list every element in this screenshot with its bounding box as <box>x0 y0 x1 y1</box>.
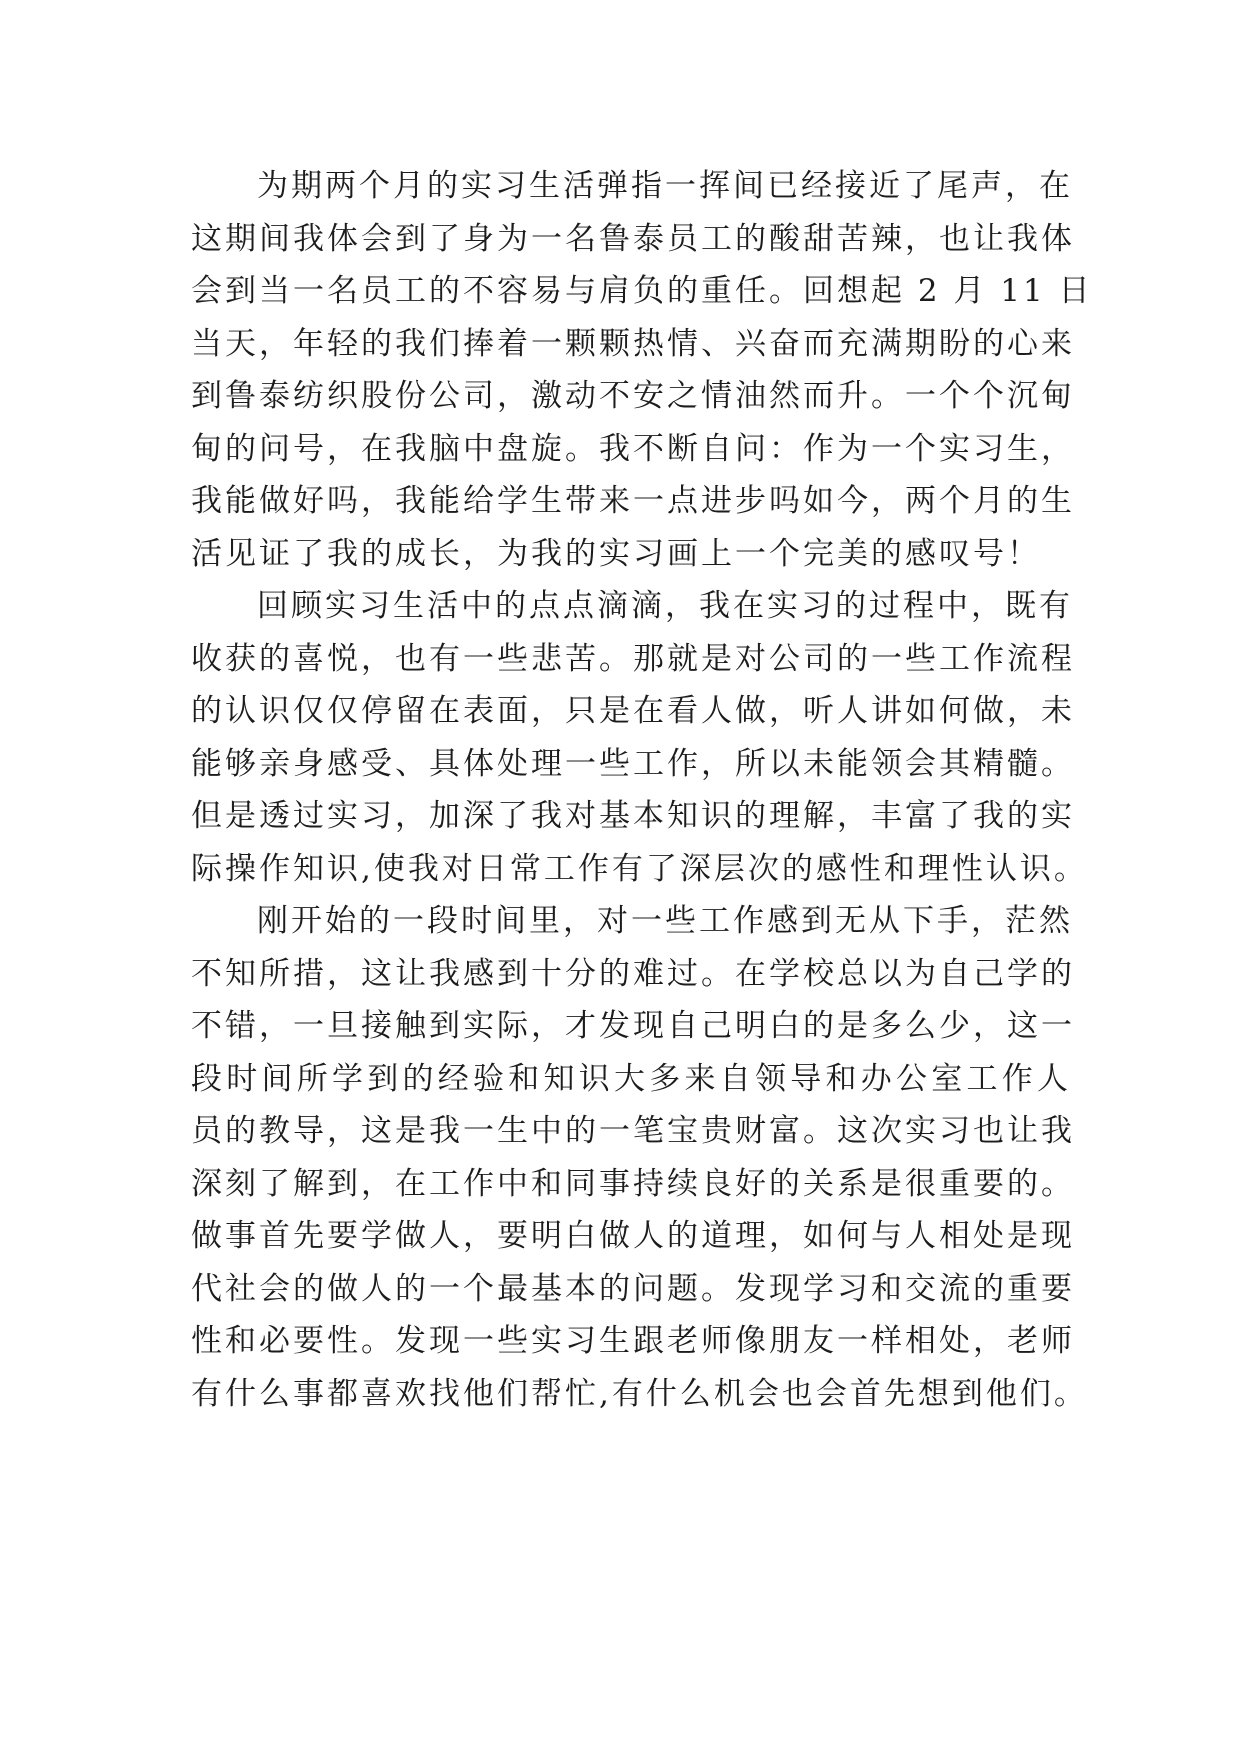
text-line: 到鲁泰纺织股份公司，激动不安之情油然而升。一个个沉甸 <box>191 378 1075 414</box>
text-line: 活见证了我的成长，为我的实习画上一个完美的感叹号！ <box>191 535 1041 572</box>
text-line: 做事首先要学做人，要明白做人的道理，如何与人相处是现 <box>191 1218 1075 1254</box>
text-line: 有什么事都喜欢找他们帮忙,有什么机会也会首先想到他们。 <box>191 1375 1088 1412</box>
text-line: 不知所措，这让我感到十分的难过。在学校总以为自己学的 <box>191 955 1075 992</box>
body-text <box>191 160 1093 1420</box>
text-line: 段时间所学到的经验和知识大多来自领导和办公室工作人 <box>191 1060 1071 1097</box>
text-line: 会到当一名员工的不容易与肩负的重任。回想起 2 月 11 日 <box>191 273 1093 309</box>
paragraph-2 <box>191 580 1088 895</box>
text-line: 性和必要性。发现一些实习生跟老师像朋友一样相处，老师 <box>191 1323 1075 1359</box>
text-line: 但是透过实习，加深了我对基本知识的理解，丰富了我的实 <box>191 798 1075 834</box>
text-line: 刚开始的一段时间里，对一些工作感到无从下手，茫然 <box>257 903 1073 939</box>
text-line: 为期两个月的实习生活弹指一挥间已经接近了尾声，在 <box>257 168 1073 204</box>
text-line: 不错，一旦接触到实际，才发现自己明白的是多么少，这一 <box>191 1008 1075 1044</box>
text-line: 际操作知识,使我对日常工作有了深层次的感性和理性认识。 <box>191 850 1088 887</box>
text-line: 员的教导，这是我一生中的一笔宝贵财富。这次实习也让我 <box>191 1113 1075 1149</box>
text-line: 能够亲身感受、具体处理一些工作，所以未能领会其精髓。 <box>191 745 1075 782</box>
text-line: 的认识仅仅停留在表面，只是在看人做，听人讲如何做，未 <box>191 693 1075 729</box>
text-line: 甸的问号，在我脑中盘旋。我不断自问：作为一个实习生， <box>191 430 1075 467</box>
text-line: 我能做好吗，我能给学生带来一点进步吗如今，两个月的生 <box>191 483 1075 519</box>
paragraph-1 <box>191 160 1093 580</box>
text-line: 当天，年轻的我们捧着一颗颗热情、兴奋而充满期盼的心来 <box>191 325 1075 362</box>
text-line: 代社会的做人的一个最基本的问题。发现学习和交流的重要 <box>191 1270 1075 1307</box>
paragraph-3 <box>191 895 1088 1420</box>
text-line: 深刻了解到，在工作中和同事持续良好的关系是很重要的。 <box>191 1165 1075 1202</box>
text-line: 收获的喜悦，也有一些悲苦。那就是对公司的一些工作流程 <box>191 640 1075 677</box>
text-line: 回顾实习生活中的点点滴滴，我在实习的过程中，既有 <box>257 588 1073 624</box>
text-line: 这期间我体会到了身为一名鲁泰员工的酸甜苦辣，也让我体 <box>191 220 1075 257</box>
